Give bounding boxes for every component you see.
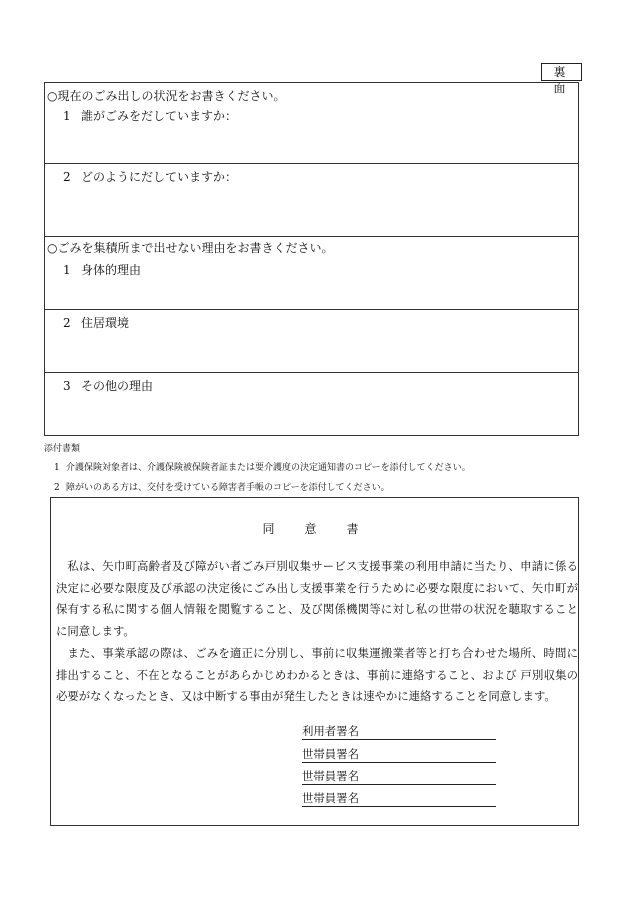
attachment-item [54, 460, 471, 473]
attachment-text: 障がいのある方は、交付を受けている障害者手帳のコピーを添付してください。 [66, 483, 390, 493]
consent-title: 同 意 書 [262, 522, 368, 536]
section-reason-heading: ○ごみを集積所まで出せない理由をお書きください。 [47, 241, 334, 255]
row-other-reason [45, 373, 578, 437]
question-housing [63, 314, 129, 331]
row-who [45, 83, 578, 164]
signature-line-user[interactable]: 利用者署名 [302, 724, 496, 740]
attachment-item [54, 480, 390, 493]
question-who [63, 107, 237, 124]
question-number: 1 [63, 109, 71, 123]
question-label: どのようにだしていますか： [81, 170, 238, 184]
consent-paragraph-1: 私は、矢巾町高齢者及び障がい者ごみ戸別収集サービス支援事業の利用申請に当たり、申請に係る決定に必要な限度及び承認の決定後にごみ出し支援事業を行うために必要な限度において、矢巾町が保有する私に関する個人情報を閲覧すること、及び関係機関等に対し私の世帯の状況を聴取することに同意します。 [56, 559, 578, 639]
row-physical-reason [45, 237, 578, 310]
question-how [63, 168, 237, 185]
question-label: 誰がごみをだしていますか： [81, 109, 238, 123]
question-label: 住居環境 [81, 316, 130, 330]
signature-line-household-2[interactable]: 世帯員署名 [302, 769, 496, 785]
attachments-title: 添付書類 [44, 444, 81, 454]
page-side-label: 裏 面 [541, 63, 582, 81]
question-number: 1 [63, 263, 71, 277]
question-label: 身体的理由 [81, 263, 142, 277]
section-current-situation-heading: ○現在のごみ出しの状況をお書きください。 [47, 89, 286, 103]
consent-body [56, 556, 578, 708]
question-number: 3 [63, 379, 71, 393]
signature-line-household-1[interactable]: 世帯員署名 [302, 747, 496, 763]
attachment-text: 介護保険対象者は、介護保険被保険者証または要介護度の決定通知書のコピーを添付してください。 [66, 463, 471, 473]
attachment-number: 1 [54, 463, 60, 473]
row-how [45, 164, 578, 237]
question-label: その他の理由 [81, 379, 154, 393]
row-housing [45, 310, 578, 373]
consent-paragraph-2: また、事業承認の際は、ごみを適正に分別し、事前に収集運搬業者等と打ち合わせた場所、時間に排出すること、不在となることがあらかじめわかるときは、事前に連絡すること、および 戸別収集の必要がなくなったとき、又は中断する事由が発生したときは速やかに連絡することを同意します。 [56, 645, 578, 704]
question-number: 2 [63, 170, 71, 184]
question-number: 2 [63, 316, 71, 330]
situation-form [44, 82, 579, 436]
question-other-reason [63, 377, 153, 394]
attachment-number: 2 [54, 483, 60, 493]
question-physical-reason [63, 261, 141, 278]
signature-line-household-3[interactable]: 世帯員署名 [302, 791, 496, 807]
